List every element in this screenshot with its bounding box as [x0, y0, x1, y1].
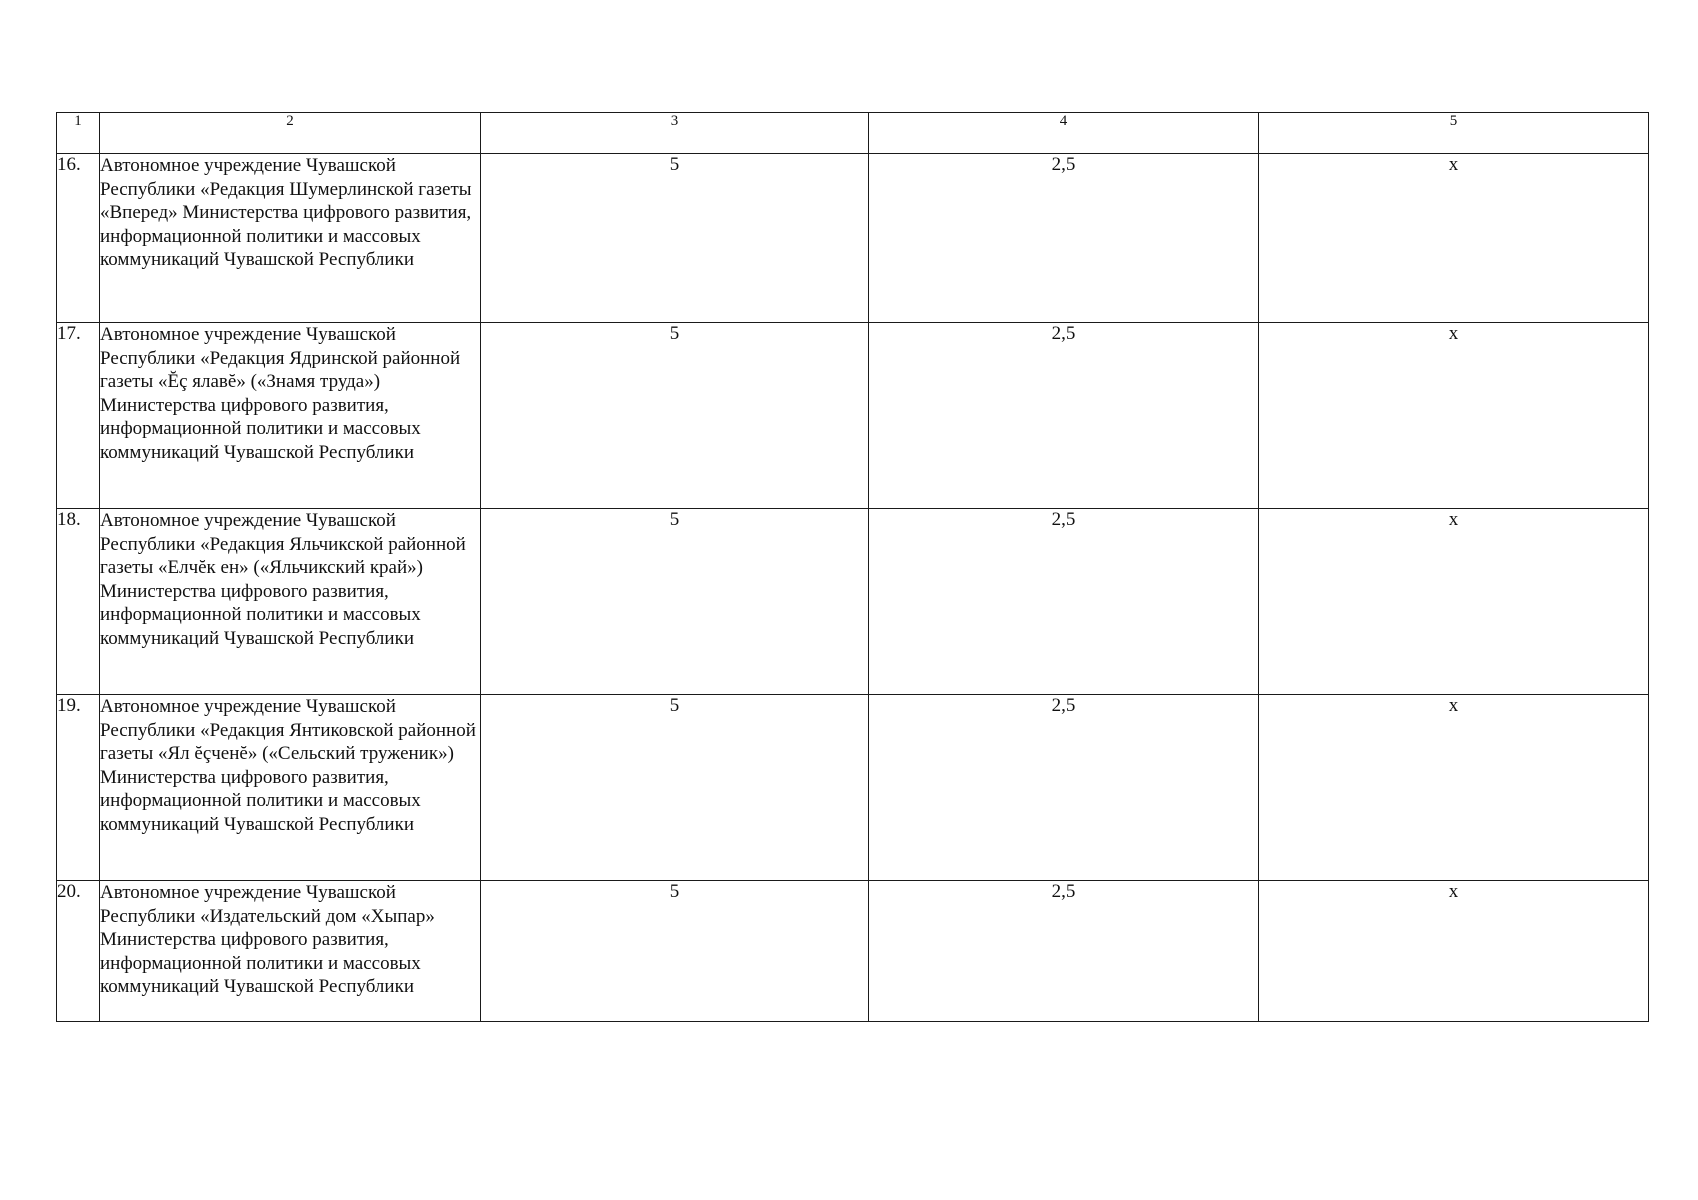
header-cell-2: 2 — [100, 113, 481, 154]
organization-name: Автономное учреждение Чувашской Республики «Редакция Яльчикской районной газеты «Елчĕк ен» («Яльчикский край») Министерства цифрового развития, информационной политики и массовых коммуникаций Чувашской Республики — [100, 509, 481, 695]
table-header-row — [57, 113, 1649, 154]
row-number: 18. — [57, 509, 100, 695]
column-4-value: 2,5 — [869, 154, 1259, 323]
column-3-value: 5 — [481, 509, 869, 695]
column-3-value: 5 — [481, 881, 869, 1022]
column-5-value: х — [1259, 509, 1649, 695]
column-5-value: х — [1259, 154, 1649, 323]
column-3-value: 5 — [481, 154, 869, 323]
table-row — [57, 154, 1649, 323]
row-number: 16. — [57, 154, 100, 323]
organization-name: Автономное учреждение Чувашской Республики «Редакция Янтиковской районной газеты «Ял ĕçченĕ» («Сельский труженик») Министерства цифрового развития, информационной политики и массовых коммуникаций Чувашской Республики — [100, 695, 481, 881]
column-4-value: 2,5 — [869, 509, 1259, 695]
row-number: 19. — [57, 695, 100, 881]
column-5-value: х — [1259, 881, 1649, 1022]
column-4-value: 2,5 — [869, 695, 1259, 881]
column-4-value: 2,5 — [869, 881, 1259, 1022]
organization-name: Автономное учреждение Чувашской Республики «Редакция Шумерлинской газеты «Вперед» Министерства цифрового развития, информационной политики и массовых коммуникаций Чувашской Республики — [100, 154, 481, 323]
column-3-value: 5 — [481, 323, 869, 509]
table-row — [57, 323, 1649, 509]
organization-name: Автономное учреждение Чувашской Республики «Редакция Ядринской районной газеты «Ĕç ялавĕ» («Знамя труда») Министерства цифрового развития, информационной политики и массовых коммуникаций Чувашской Республики — [100, 323, 481, 509]
table-row — [57, 509, 1649, 695]
header-cell-3: 3 — [481, 113, 869, 154]
column-5-value: х — [1259, 695, 1649, 881]
header-cell-4: 4 — [869, 113, 1259, 154]
row-number: 17. — [57, 323, 100, 509]
header-cell-1: 1 — [57, 113, 100, 154]
row-number: 20. — [57, 881, 100, 1022]
column-3-value: 5 — [481, 695, 869, 881]
header-cell-5: 5 — [1259, 113, 1649, 154]
organization-name: Автономное учреждение Чувашской Республики «Издательский дом «Хыпар» Министерства цифрового развития, информационной политики и массовых коммуникаций Чувашской Республики — [100, 881, 481, 1022]
column-5-value: х — [1259, 323, 1649, 509]
allocation-table — [56, 112, 1649, 1022]
column-4-value: 2,5 — [869, 323, 1259, 509]
table-row — [57, 695, 1649, 881]
table-row — [57, 881, 1649, 1022]
